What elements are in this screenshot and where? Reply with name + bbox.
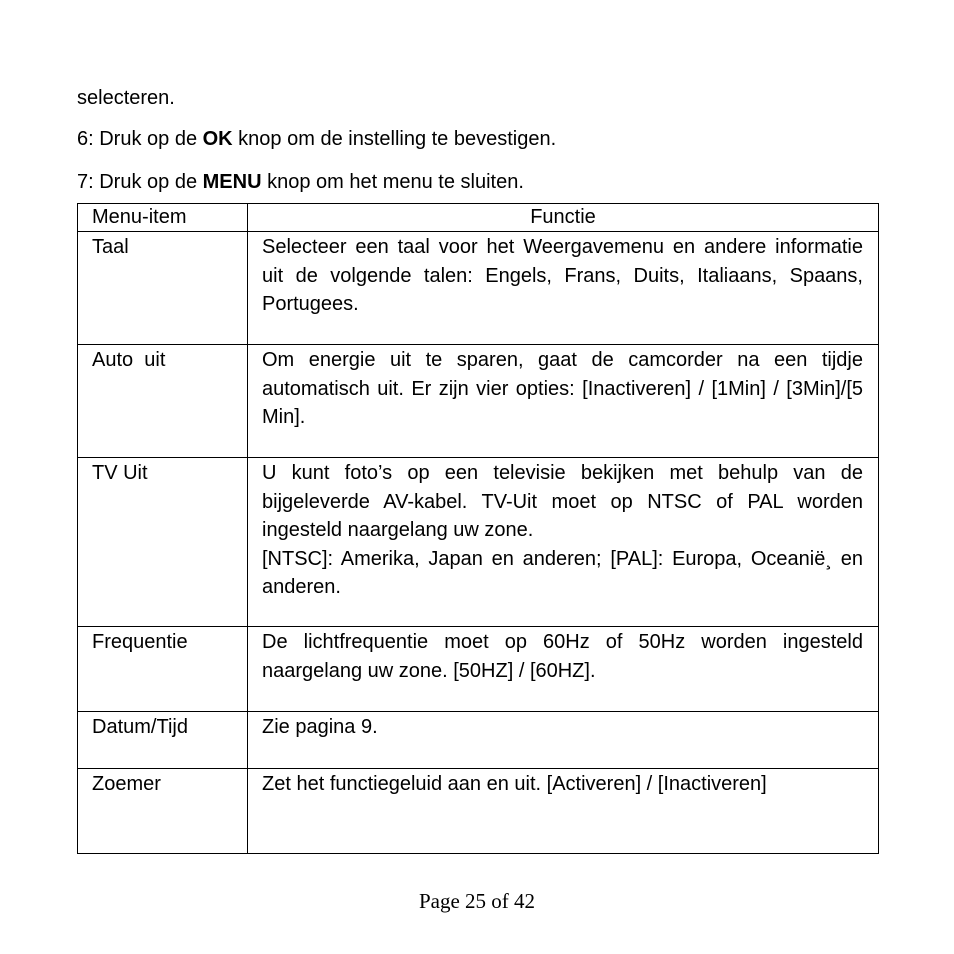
function-cell: [248, 232, 879, 345]
function-cell: [248, 712, 879, 769]
menu-keyword: MENU: [202, 171, 262, 193]
table-row: [78, 458, 879, 627]
intro-line-1: selecteren.: [77, 87, 175, 109]
intro-line-2-suffix: knop om de instelling te bevestigen.: [232, 128, 557, 150]
function-text: U kunt foto’s op een televisie bekijken met behulp van de bijgeleverde AV-kabel. TV-Uit moet op NTSC of PAL worden ingesteld naargelang uw zone.: [262, 462, 863, 541]
intro-line-3-prefix: 7: Druk op de: [77, 171, 203, 193]
function-cell: [248, 345, 879, 458]
menu-item-cell: Taal: [78, 232, 248, 345]
page-number: Page 25 of 42: [418, 889, 536, 913]
function-text: Om energie uit te sparen, gaat de camcorder na een tijdje automatisch uit. Er zijn vier opties: [Inactiveren] / [1Min] / [3Min]/[5 Min].: [262, 349, 863, 428]
table-row: [78, 712, 879, 769]
table-row: [78, 232, 879, 345]
ok-keyword: OK: [202, 128, 233, 150]
function-cell: [248, 769, 879, 854]
function-text: [NTSC]: Amerika, Japan en anderen; [PAL]: Europa, Oceanië¸ en anderen.: [262, 547, 863, 598]
table-row: [78, 627, 879, 712]
menu-item-cell: Auto uit: [78, 345, 248, 458]
table-row: [78, 769, 879, 854]
intro-line-3-suffix: knop om het menu te sluiten.: [261, 171, 524, 193]
menu-item-cell: TV Uit: [78, 458, 248, 627]
function-text: Zet het functiegeluid aan en uit. [Activeren] / [Inactiveren]: [262, 773, 767, 795]
intro-line-3: [77, 170, 524, 194]
intro-line-2-prefix: 6: Druk op de: [77, 128, 203, 150]
header-function: Functie: [248, 204, 879, 232]
function-text: De lichtfrequentie moet op 60Hz of 50Hz worden ingesteld naargelang uw zone. [50HZ] / [60HZ].: [262, 631, 863, 682]
intro-line-2: [77, 127, 556, 151]
header-menu-item: Menu-item: [78, 204, 248, 232]
menu-settings-table: [77, 203, 879, 854]
function-text: Zie pagina 9.: [262, 716, 378, 738]
table-row: [78, 345, 879, 458]
menu-item-cell: Frequentie: [78, 627, 248, 712]
function-cell: [248, 627, 879, 712]
menu-item-cell: Datum/Tijd: [78, 712, 248, 769]
table-header-row: [78, 204, 879, 232]
function-cell: [248, 458, 879, 627]
menu-item-cell: Zoemer: [78, 769, 248, 854]
function-text: Selecteer een taal voor het Weergavemenu en andere informatie uit de volgende talen: Engels, Frans, Duits, Italiaans, Spaans, Portugees.: [262, 236, 863, 315]
